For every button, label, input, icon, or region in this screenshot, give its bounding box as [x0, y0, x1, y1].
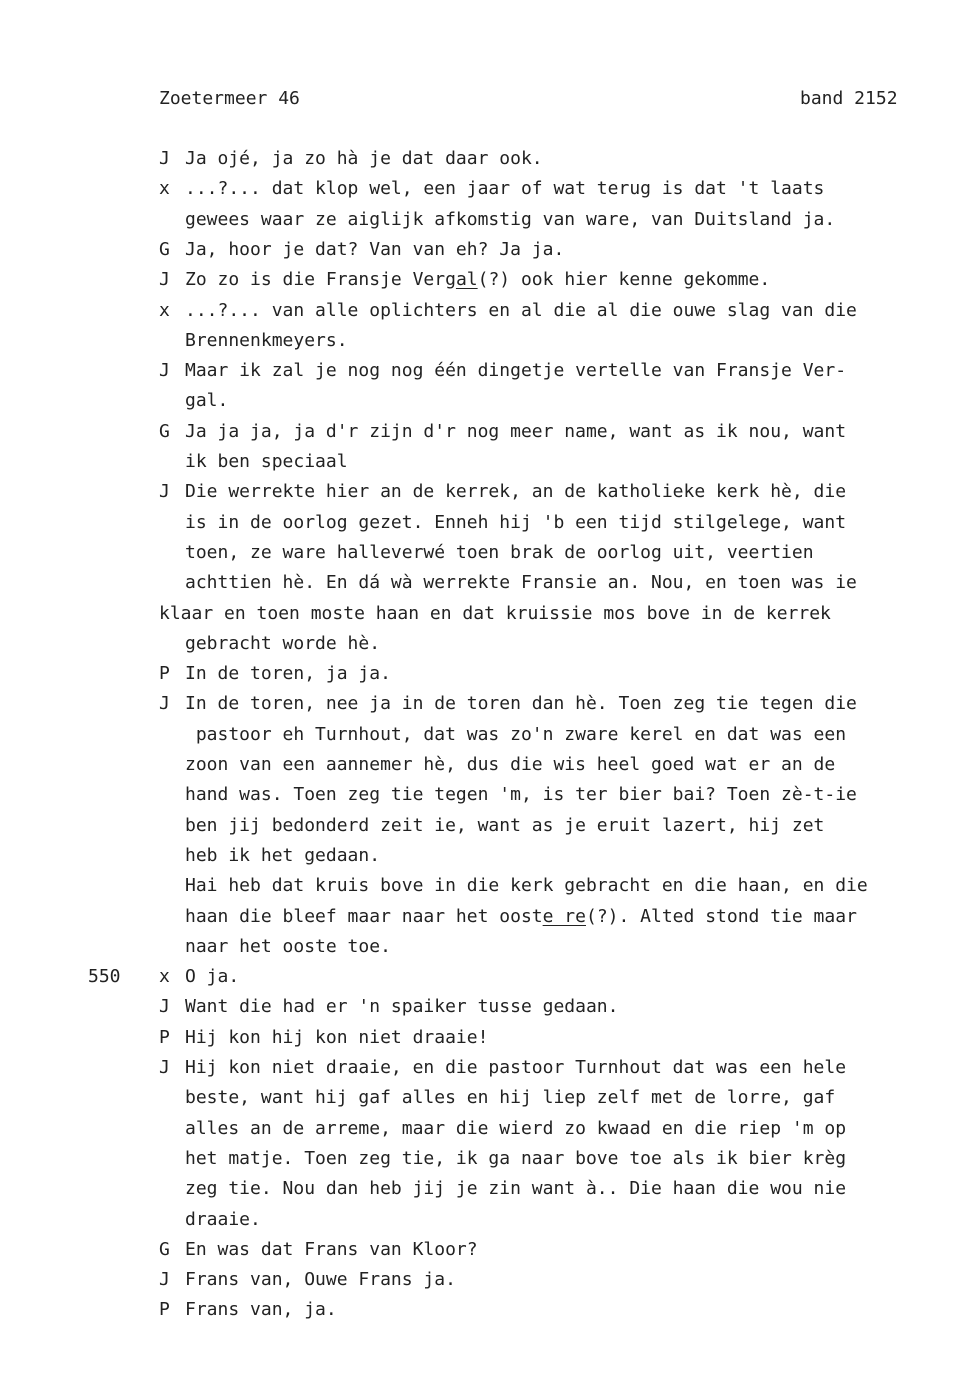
line-text: ...?... dat klop wel, een jaar of wat terug is dat 't laats	[185, 178, 825, 200]
speaker-label: G	[159, 420, 170, 442]
line-text: In de toren, nee ja in de toren dan hè. Toen zeg tie tegen die	[185, 693, 857, 715]
speaker-label: x	[159, 178, 170, 200]
speaker-label: J	[159, 693, 170, 715]
line-text: O ja.	[185, 966, 240, 988]
line-text: Ja, hoor je dat? Van van eh? Ja ja.	[185, 238, 565, 260]
line-text: draaie.	[185, 1208, 261, 1230]
speaker-label: J	[159, 481, 170, 503]
line-text: pastoor eh Turnhout, dat was zo'n zware kerel en dat was een	[185, 723, 847, 745]
speaker-label: G	[159, 1238, 170, 1260]
speaker-label: G	[159, 238, 170, 260]
line-text: En was dat Frans van Kloor?	[185, 1238, 478, 1260]
line-text: Die werrekte hier an de kerrek, an de katholieke kerk hè, die	[185, 481, 847, 503]
line-text: achttien hè. En dá wà werrekte Fransie an. Nou, en toen was ie	[185, 572, 857, 594]
speaker-label: J	[159, 996, 170, 1018]
line-text: Brennenkmeyers.	[185, 329, 348, 351]
speaker-label: x	[159, 299, 170, 321]
line-text: beste, want hij gaf alles en hij liep zelf met de lorre, gaf	[185, 1087, 836, 1109]
speaker-label: J	[159, 1057, 170, 1078]
line-text: Ja ja ja, ja d'r zijn d'r nog meer name, want as ik nou, want	[185, 420, 847, 442]
line-text: Zo zo is die Fransje Vergal(?) ook hier kenne gekomme.	[185, 269, 771, 291]
line-text: gewees waar ze aiglijk afkomstig van ware, van Duitsland ja.	[185, 208, 836, 230]
speaker-label: J	[159, 360, 170, 382]
line-text: Hij kon niet draaie, en die pastoor Turnhout dat was een hele	[185, 1057, 847, 1078]
line-number: 550	[88, 966, 121, 988]
speaker-label: P	[159, 1026, 170, 1048]
speaker-label: J	[159, 148, 170, 169]
line-text: Ja ojé, ja zo hà je dat daar ook.	[185, 148, 543, 169]
speaker-label: J	[159, 269, 170, 291]
speaker-label: P	[159, 1299, 170, 1321]
line-text: In de toren, ja ja.	[185, 663, 391, 685]
line-text: zoon van een aannemer hè, dus die wis heel goed wat er an de	[185, 754, 836, 775]
line-text: Hai heb dat kruis bove in die kerk gebracht en die haan, en die	[185, 875, 868, 897]
speaker-label: x	[159, 966, 170, 988]
line-text: ben jij bedonderd zeit ie, want as je eruit lazert, hij zet	[185, 814, 825, 836]
line-text: hand was. Toen zeg tie tegen 'm, is ter bier bai? Toen zè-t-ie	[185, 784, 857, 806]
line-text: is in de oorlog gezet. Enneh hij 'b een tijd stilgelege, want	[185, 511, 847, 533]
line-text: haan die bleef maar naar het ooste re(?). Alted stond tie maar	[185, 905, 857, 927]
document-title: Zoetermeer 46	[159, 88, 300, 109]
line-text: heb ik het gedaan.	[185, 844, 381, 866]
line-text: het matje. Toen zeg tie, ik ga naar bove toe als ik bier krèg	[185, 1147, 847, 1169]
line-text: ik ben speciaal	[185, 451, 348, 472]
line-text: toen, ze ware halleverwé toen brak de oorlog uit, veertien	[185, 541, 814, 563]
line-text: ...?... van alle oplichters en al die al die ouwe slag van die	[185, 299, 857, 321]
line-text: zeg tie. Nou dan heb jij je zin want à.. Die haan die wou nie	[185, 1178, 847, 1200]
line-text: klaar en toen moste haan en dat kruissie mos bove in de kerrek	[159, 602, 831, 624]
speaker-label: P	[159, 663, 170, 685]
line-text: naar het ooste toe.	[185, 935, 391, 957]
band-number: band 2152	[800, 88, 898, 109]
line-text: gebracht worde hè.	[185, 632, 381, 654]
line-text: Frans van, Ouwe Frans ja.	[185, 1269, 456, 1291]
line-text: Hij kon hij kon niet draaie!	[185, 1026, 489, 1048]
line-text: Maar ik zal je nog nog één dingetje vertelle van Fransje Ver-	[185, 360, 847, 382]
line-text: Frans van, ja.	[185, 1299, 337, 1321]
speaker-label: J	[159, 1269, 170, 1291]
line-text: alles an de arreme, maar die wierd zo kwaad en die riep 'm op	[185, 1117, 847, 1139]
line-text: Want die had er 'n spaiker tusse gedaan.	[185, 996, 619, 1018]
line-text: gal.	[185, 390, 229, 412]
